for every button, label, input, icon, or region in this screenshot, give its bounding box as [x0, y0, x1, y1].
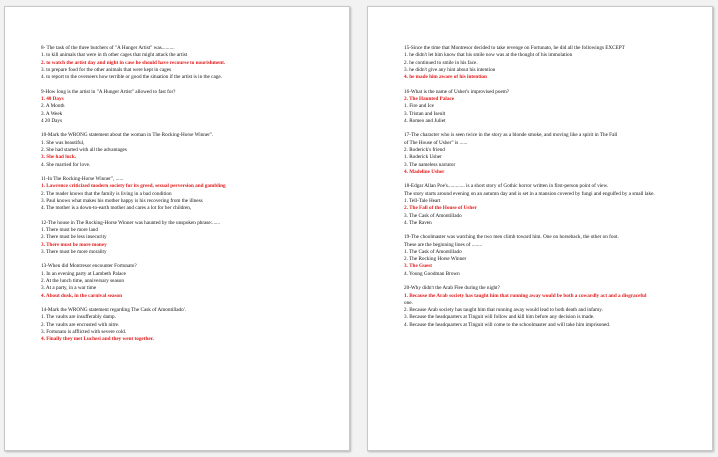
answer-option: 2. The Rocking Horse Winner [404, 256, 467, 263]
answer-option: 3. The nameless narrator [404, 161, 456, 168]
answer-option: 3. The Cask of Amontillado [404, 212, 462, 219]
answer-option: These are the beginning lines of ........ [404, 241, 483, 248]
answer-option: 4. to report to the overseers how terrible or good the situation if the artist is in the cage. [41, 74, 222, 81]
question-text: 11-In The Rocking-Horse Winner", ...... [41, 176, 124, 183]
answer-option: 1. She was beautiful, [41, 139, 85, 146]
question-block [41, 132, 335, 168]
question-block [41, 307, 335, 343]
question-text: 18-Edgar Allan Poe's............. is a short story of Gothic horror written in first-person point of view. [404, 183, 609, 190]
answer-option: 3. Fortunato is afflicted with severe cold. [41, 328, 127, 335]
answer-option: The story starts around evening on an autumn day and is set in a mansion covered by fungi and engulfed by a small lake. [404, 190, 655, 197]
question-block [404, 132, 698, 176]
correct-answer-option: 4. he made him aware of his intention [404, 74, 487, 81]
answer-option: 4. The Raven [404, 219, 432, 226]
answer-option: 1. The Cask of Amontillado [404, 248, 462, 255]
correct-answer-option: 4. About dusk, in the carnival season [41, 292, 123, 299]
document-page-left [4, 6, 350, 451]
answer-option: 1. In an evening party at Lambeth Palace [41, 270, 126, 277]
question-text: 14-Mark the WRONG statement regarding The Cask of Amontillado'. [41, 307, 186, 314]
answer-option: 2. At the lunch time, anniversary season [41, 277, 124, 284]
correct-answer-option: 1. Because the Arab society has taught him that running away would be both a cowardly act and a disgraceful [404, 292, 647, 299]
answer-option: 2. There must be less insecurity [41, 234, 107, 241]
question-block [404, 89, 698, 125]
answer-option: 2. The vaults are encrusted with nitre. [41, 321, 120, 328]
answer-option: 3. Because the headquarters at Tinguit will follow and kill him before any decision is made. [404, 314, 595, 321]
correct-answer-option: 2. The Haunted Palace [404, 95, 455, 102]
correct-answer-option: 3. The Guest [404, 263, 433, 270]
question-block [41, 220, 335, 256]
answer-option: 3. At a party, in a war time [41, 285, 97, 292]
answer-option: 1. There must be more land [41, 226, 98, 233]
answer-option: of The House of Usher" is ...... [404, 139, 468, 146]
answer-option: 3. to prepare food for the other animals that were kept in cages [41, 66, 172, 73]
question-block [404, 45, 698, 81]
answer-option: 3. he didn't give any hint about his intention [404, 66, 496, 73]
answer-option: 3. Paul knows what makes his mother happy is his recovering from the illness [41, 197, 203, 204]
correct-answer-option: 4. Madeline Usher [404, 168, 445, 175]
question-text: 12-The house in The Rocking-Horse Winner was haunted by the unspoken phrase:...... [41, 219, 220, 226]
answer-option: 3. A Week [41, 110, 63, 117]
question-text: 9-How long is the artist in "A Hunger Artist" allowed to fast for? [41, 88, 176, 95]
question-block [41, 263, 335, 299]
answer-option: 4. Romeo and Juliet [404, 117, 446, 124]
answer-option: 2. Because Arab society has taught him that running away would lead to both death and infamy. [404, 307, 603, 314]
answer-option: 1. The vaults are insufferably damp. [41, 314, 116, 321]
answer-option: 4 20 Days [41, 117, 63, 124]
answer-option: 1. to kill animals that were in th other cages that might attack the artist [41, 52, 188, 59]
answer-option: 1. Tell-Tale Heart [404, 197, 441, 204]
question-text: 10-Mark the WRONG statement about the woman in The Rocking-Horse Winner". [41, 132, 214, 139]
answer-option: 2. Roderick's friend [404, 146, 445, 153]
correct-answer-option: 2. The Fall of the House of Usher [404, 205, 477, 212]
answer-option: 4. Young Goodman Brown [404, 270, 460, 277]
answer-option: 1. he didn't let him know that his smile now was at the thought of his immolation [404, 52, 573, 59]
question-list-right [404, 45, 698, 446]
answer-option: 2. She had started with all the advantages [41, 146, 127, 153]
question-block [41, 89, 335, 125]
correct-answer-option: 3. There must be more money [41, 241, 107, 248]
correct-answer-option: 1. Lawrence criticized modern society for its greed, sexual perversion and gambling [41, 183, 226, 190]
answer-option: 4. The mother is a down-to-earth mother and cares a lot for her children, [41, 205, 192, 212]
answer-option: 2. A Month [41, 103, 65, 110]
answer-option: 4. She married for love. [41, 161, 91, 168]
question-text: 17-The character who is seen twice in the story as a blonde smoke, and moving like a spirit in The Fall [404, 132, 618, 139]
answer-option: 4. Because the headquarters at Tinguit will come to the schoolmaster and will take him imprisoned. [404, 321, 611, 328]
question-text: 15-Since the time that Montresor decided to take revenge on Fortunato, he did all the followings EXCEPT [404, 45, 625, 51]
correct-answer-option: 3. She had luck. [41, 154, 77, 161]
answer-option: 2. he continued to smile in his face. [404, 59, 478, 66]
question-block [404, 285, 698, 329]
answer-option: one. [404, 299, 413, 306]
question-block [41, 45, 335, 81]
question-text: 19-The choolmaster was watching the two men climb toward him. One on horseback, the other on foot. [404, 234, 619, 241]
answer-option: 2. The reader knows that the family is living in a bad condition [41, 190, 172, 197]
question-block [404, 183, 698, 227]
question-text: 8- The task of the three butchers of "A Hunger Artist" was.......... [41, 45, 175, 51]
question-list-left [41, 45, 335, 446]
question-block [41, 176, 335, 212]
question-text: 16-What is the name of Usher's improvised poem? [404, 88, 510, 95]
correct-answer-option: 2. to watch the artist day and night in case he should have recourse to nourishment. [41, 59, 226, 66]
answer-option: 3. Tristan and Iseult [404, 110, 446, 117]
correct-answer-option: 1. 40 Days [41, 95, 64, 102]
answer-option: 1. Roderick Usher [404, 154, 442, 161]
answer-option: 1. Fire and Ice [404, 103, 434, 110]
question-block [404, 234, 698, 278]
document-page-right [367, 6, 713, 451]
question-text: 20-Why didn't the Arab Flee during the night? [404, 285, 500, 292]
correct-answer-option: 4. Finally they met Luchesi and they went together. [41, 336, 154, 343]
question-text: 13-When did Montresor encounter Fortunato? [41, 263, 137, 270]
answer-option: 3. There must be more morality [41, 248, 107, 255]
